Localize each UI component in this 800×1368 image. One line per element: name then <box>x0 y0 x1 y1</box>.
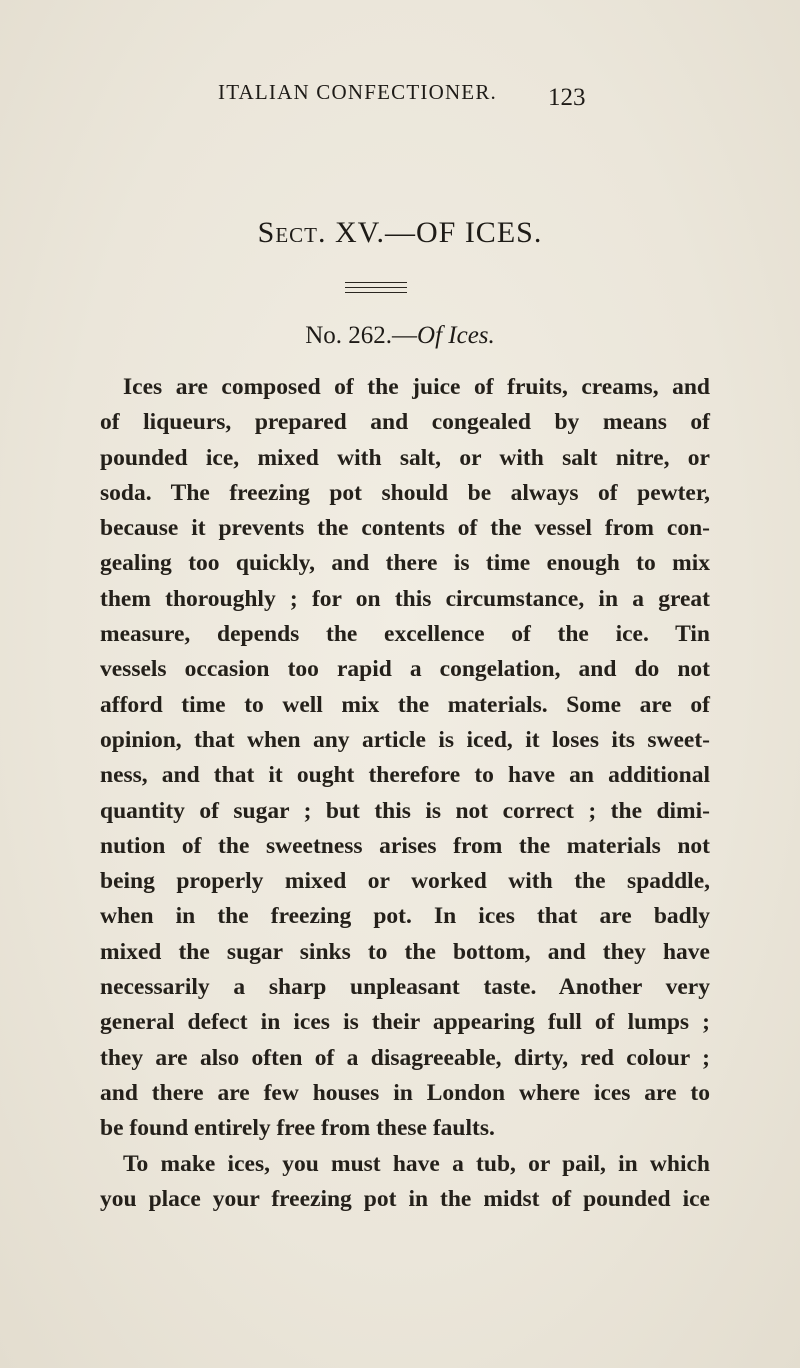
text-line: they are also often of a disagreeable, dirty, red colour ; <box>100 1044 710 1071</box>
text-line: of liqueurs, prepared and congealed by means of <box>100 409 710 436</box>
text-line: Ices are composed of the juice of fruits, creams, and <box>123 374 710 400</box>
page-number: 123 <box>548 84 586 111</box>
text-line: soda. The freezing pot should be always of pewter, <box>100 479 710 506</box>
divider-rule <box>345 282 407 283</box>
text-line: because it prevents the contents of the vessel from con- <box>100 515 710 542</box>
text-line: general defect in ices is their appearing full of lumps ; <box>100 1009 710 1036</box>
text-line: afford time to well mix the materials. Some are of <box>100 691 710 718</box>
text-line: gealing too quickly, and there is time enough to mix <box>100 550 710 577</box>
divider-rule <box>345 287 407 288</box>
article-number: No. 262.— <box>305 322 418 349</box>
text-line: vessels occasion too rapid a congelation, and do not <box>100 656 710 683</box>
text-line: necessarily a sharp unpleasant taste. Another very <box>100 974 710 1001</box>
text-line: be found entirely free from these faults. <box>100 1115 495 1142</box>
text-line: quantity of sugar ; but this is not correct ; the dimi- <box>100 797 710 824</box>
article-heading <box>0 322 800 350</box>
text-line: when in the freezing pot. In ices that are badly <box>100 903 710 930</box>
text-line: them thoroughly ; for on this circumstance, in a great <box>100 585 710 612</box>
text-line: and there are few houses in London where ices are to <box>100 1079 710 1106</box>
body-text <box>100 370 710 1217</box>
section-title <box>0 216 800 250</box>
text-line: you place your freezing pot in the midst of pounded ice <box>100 1185 710 1212</box>
divider-rule <box>345 292 407 293</box>
text-line: mixed the sugar sinks to the bottom, and they have <box>100 938 710 965</box>
running-head: ITALIAN CONFECTIONER. <box>218 80 497 104</box>
text-line: measure, depends the excellence of the ice. Tin <box>100 621 710 648</box>
text-line: being properly mixed or worked with the spaddle, <box>100 868 710 895</box>
article-title: Of Ices. <box>417 322 495 349</box>
text-line: pounded ice, mixed with salt, or with salt nitre, or <box>100 444 710 471</box>
text-line: opinion, that when any article is iced, it loses its sweet- <box>100 726 710 753</box>
text-line: ness, and that it ought therefore to have an additional <box>100 762 710 789</box>
text-line: To make ices, you must have a tub, or pail, in which <box>123 1150 710 1177</box>
section-number: Sect. XV. <box>257 216 385 249</box>
text-line: nution of the sweetness arises from the materials not <box>100 832 710 859</box>
section-name: —OF ICES. <box>384 216 543 249</box>
